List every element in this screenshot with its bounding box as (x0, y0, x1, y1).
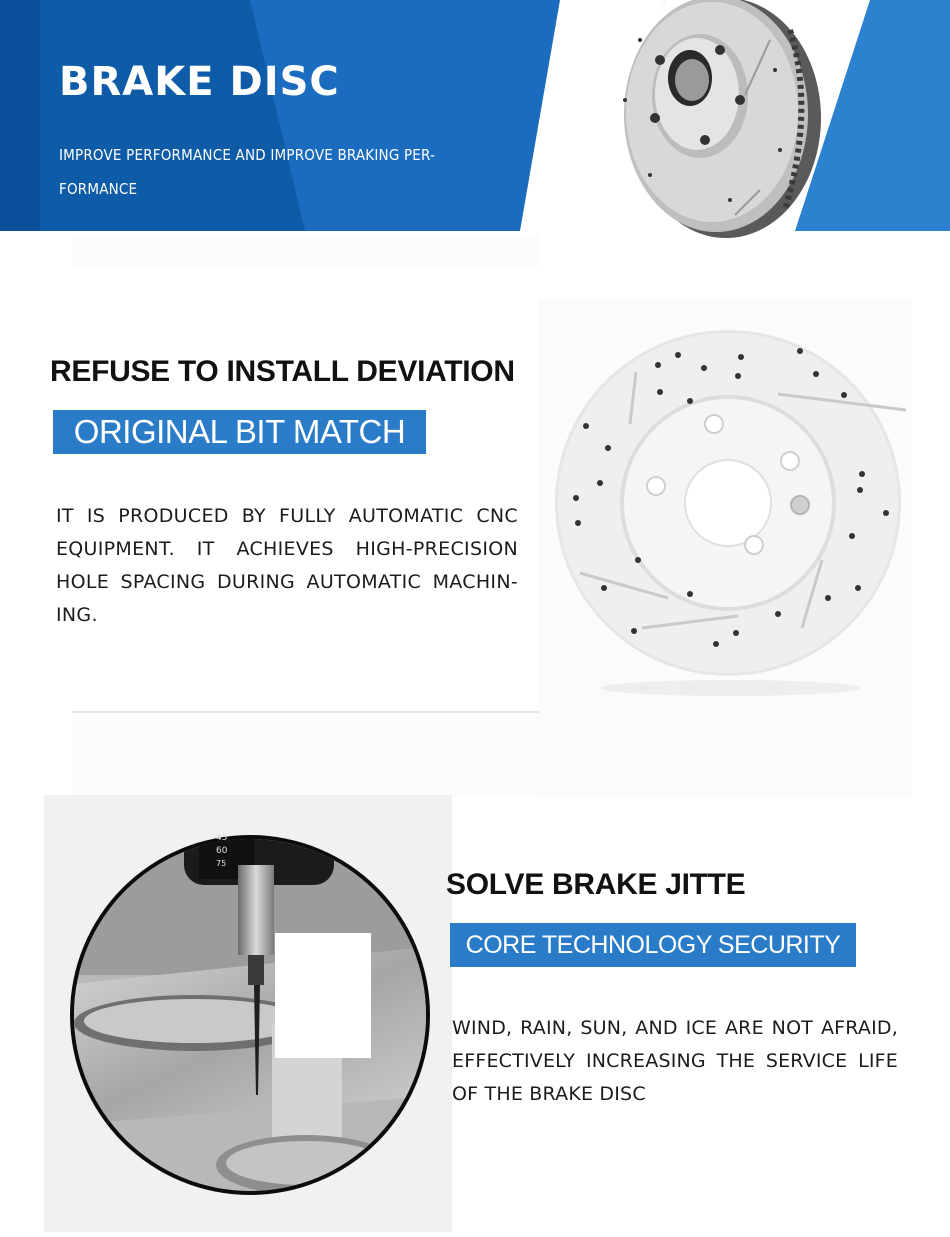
header-banner (0, 0, 950, 290)
divider-shadow (72, 713, 539, 798)
section2-tag: CORE TECHNOLOGY SECURITY (450, 923, 856, 967)
gauge-number-60: 60 (216, 846, 228, 856)
white-label-block (275, 933, 371, 1058)
gauge-number-45: 45 (216, 833, 228, 843)
brake-disc-front-image (538, 298, 912, 798)
measuring-gauge-image (44, 795, 452, 1232)
gauge-image-panel (44, 795, 452, 1232)
disc-image-panel (538, 298, 912, 798)
section1-heading: REFUSE TO INSTALL DEVIATION (50, 355, 515, 388)
gauge-number-75: 75 (216, 859, 227, 868)
section2-heading: SOLVE BRAKE JITTE (446, 868, 746, 901)
banner-title: BRAKE DISC (59, 59, 340, 105)
section1-text: IT IS PRODUCED BY FULLY AUTOMATIC CNC EQUIPMENT. IT ACHIEVES HIGH-PRECISION HOLE SPACING DURING AUTOMATIC MACHIN-ING. (56, 505, 518, 626)
section1-tag: ORIGINAL BIT MATCH (53, 410, 426, 454)
banner-subtitle: IMPROVE PERFORMANCE AND IMPROVE BRAKING PER-FORMANCE (59, 146, 436, 198)
section2-text: WIND, RAIN, SUN, AND ICE ARE NOT AFRAID, EFFECTIVELY INCREASING THE SERVICE LIFE OF THE BRAKE DISC (452, 1017, 898, 1105)
